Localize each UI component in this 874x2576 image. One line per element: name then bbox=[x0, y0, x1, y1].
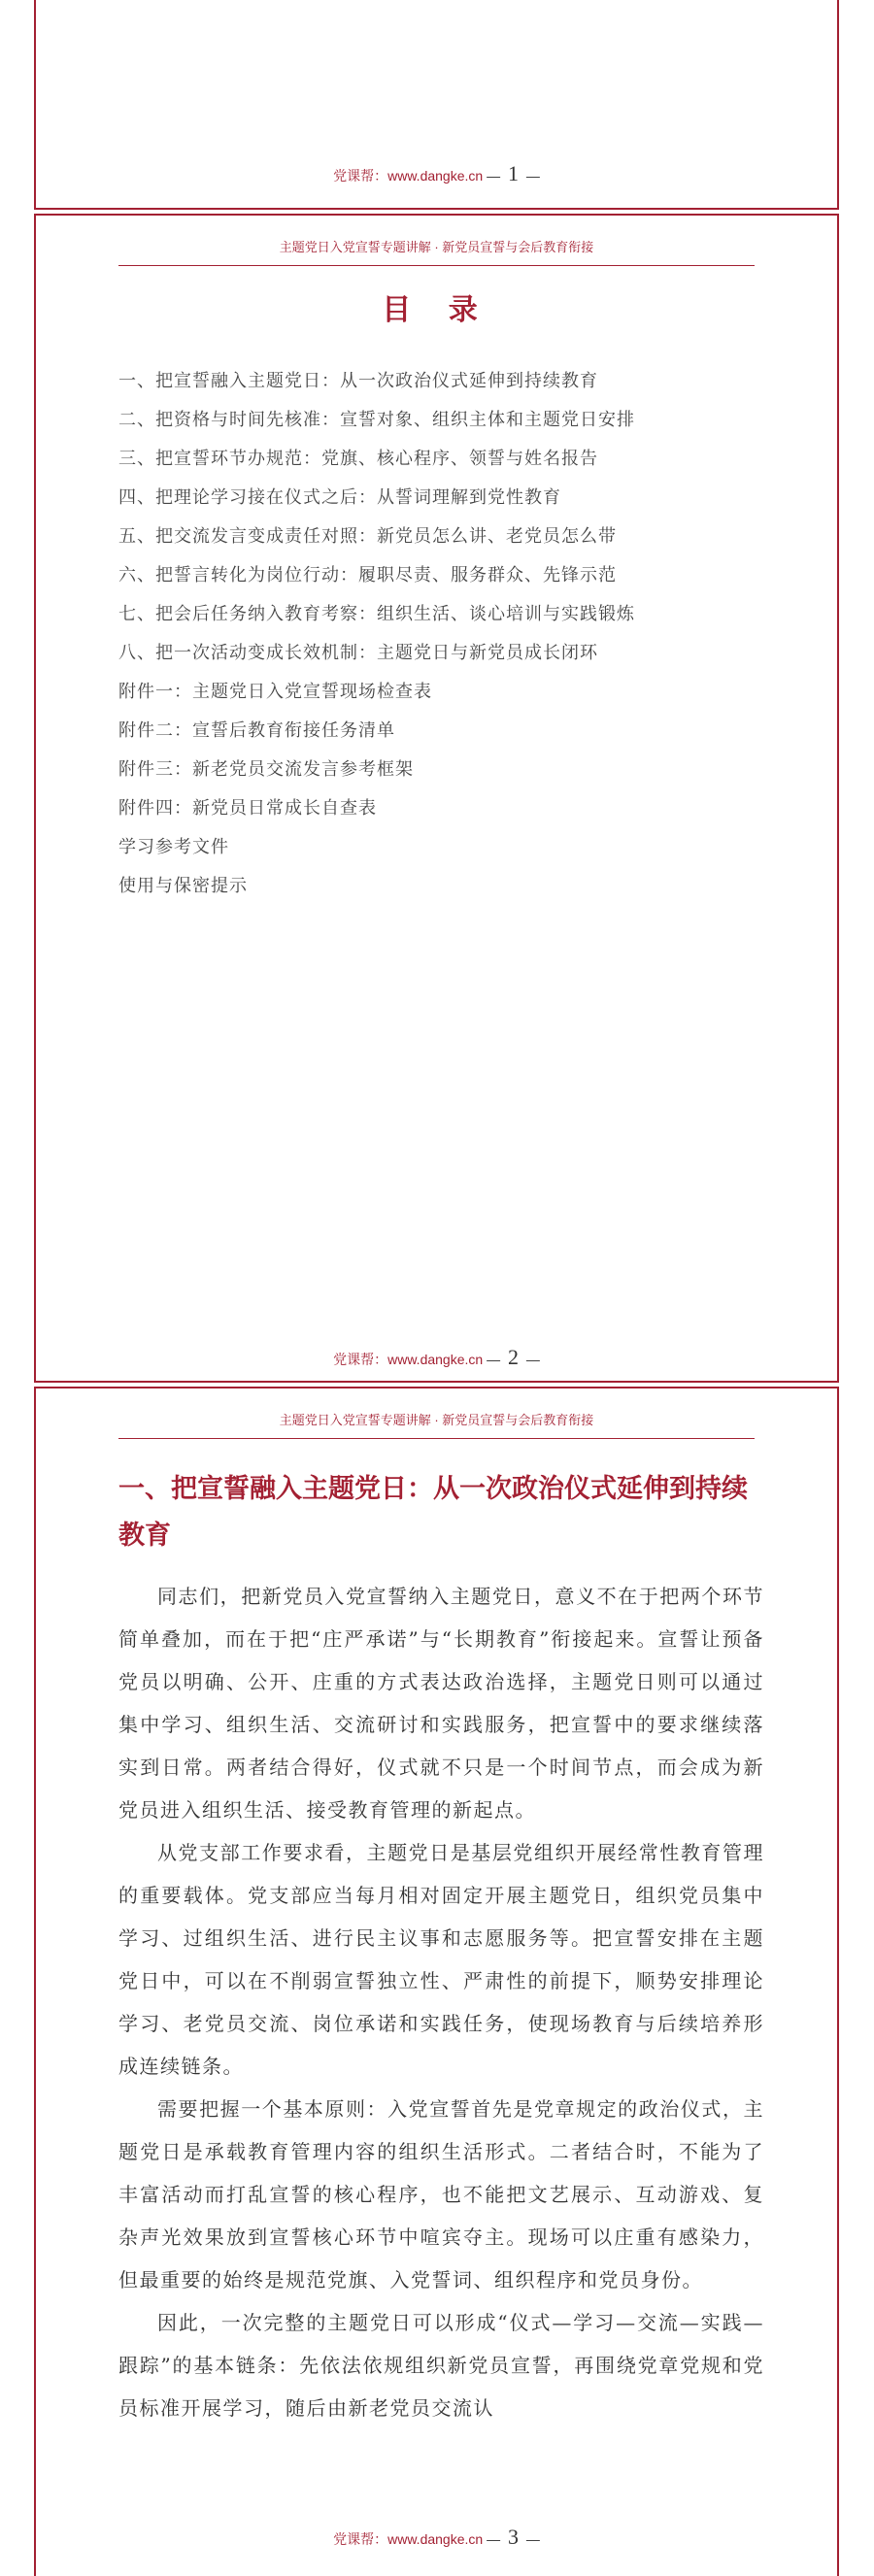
toc-title: 目 录 bbox=[382, 293, 491, 327]
toc-item[interactable]: 附件三：新老党员交流发言参考框架 bbox=[118, 759, 414, 780]
page-number: 3 bbox=[507, 2525, 519, 2549]
page-3 bbox=[34, 1387, 839, 2576]
toc-item[interactable]: 五、把交流发言变成责任对照：新党员怎么讲、老党员怎么带 bbox=[118, 526, 617, 547]
toc-item[interactable]: 六、把誓言转化为岗位行动：履职尽责、服务群众、先锋示范 bbox=[118, 565, 617, 585]
toc-item[interactable]: 附件二：宣誓后教育衔接任务清单 bbox=[118, 720, 395, 741]
section-body bbox=[118, 1575, 764, 2429]
page-number: 1 bbox=[507, 161, 519, 185]
footer-site: 党课帮：www.dangke.cn bbox=[333, 2531, 484, 2547]
page-1 bbox=[34, 0, 839, 210]
toc-item[interactable]: 二、把资格与时间先核准：宣誓对象、组织主体和主题党日安排 bbox=[118, 410, 635, 430]
page-footer: 党课帮：www.dangke.cn — 2 — bbox=[333, 1345, 540, 1369]
footer-site: 党课帮：www.dangke.cn bbox=[333, 1352, 484, 1367]
body-paragraph: 因此，一次完整的主题党日可以形成“仪式—学习—交流—实践—跟踪”的基本链条：先依法依规组织新党员宣誓，再围绕党章党规和党员标准开展学习，随后由新老党员交流认 bbox=[118, 2311, 764, 2420]
page-2 bbox=[34, 214, 839, 1383]
toc-item[interactable]: 附件四：新党员日常成长自查表 bbox=[118, 798, 377, 819]
toc-item[interactable]: 附件一：主题党日入党宣誓现场检查表 bbox=[118, 682, 432, 702]
running-header: 主题党日入党宣誓专题讲解 · 新党员宣誓与会后教育衔接 bbox=[118, 1410, 755, 1439]
toc-item[interactable]: 使用与保密提示 bbox=[118, 876, 248, 896]
toc-item[interactable]: 八、把一次活动变成长效机制：主题党日与新党员成长闭环 bbox=[118, 643, 598, 663]
body-paragraph: 需要把握一个基本原则：入党宣誓首先是党章规定的政治仪式，主题党日是承载教育管理内容的组织生活形式。二者结合时，不能为了丰富活动而打乱宣誓的核心程序，也不能把文艺展示、互动游戏、复杂声光效果放到宣誓核心环节中喧宾夺主。现场可以庄重有感染力，但最重要的始终是规范党旗、入党誓词、组织程序和党员身份。 bbox=[118, 2097, 764, 2292]
toc-item[interactable]: 三、把宣誓环节办规范：党旗、核心程序、领誓与姓名报告 bbox=[118, 449, 598, 469]
section-title: 一、把宣誓融入主题党日：从一次政治仪式延伸到持续教育 bbox=[118, 1474, 748, 1551]
running-header: 主题党日入党宣誓专题讲解 · 新党员宣誓与会后教育衔接 bbox=[118, 237, 755, 266]
page-footer: 党课帮：www.dangke.cn — 3 — bbox=[333, 2525, 540, 2549]
toc-item[interactable]: 四、把理论学习接在仪式之后：从誓词理解到党性教育 bbox=[118, 487, 561, 508]
page-footer: 党课帮：www.dangke.cn — 1 — bbox=[333, 161, 540, 185]
toc-item[interactable]: 一、把宣誓融入主题党日：从一次政治仪式延伸到持续教育 bbox=[118, 371, 598, 391]
toc-item[interactable]: 学习参考文件 bbox=[118, 837, 229, 857]
body-paragraph: 同志们，把新党员入党宣誓纳入主题党日，意义不在于把两个环节简单叠加，而在于把“庄严承诺”与“长期教育”衔接起来。宣誓让预备党员以明确、公开、庄重的方式表达政治选择，主题党日则可以通过集中学习、组织生活、交流研讨和实践服务，把宣誓中的要求继续落实到日常。两者结合得好，仪式就不只是一个时间节点，而会成为新党员进入组织生活、接受教育管理的新起点。 bbox=[118, 1585, 764, 1822]
page-number: 2 bbox=[507, 1345, 519, 1369]
table-of-contents bbox=[118, 362, 779, 906]
toc-item[interactable]: 七、把会后任务纳入教育考察：组织生活、谈心培训与实践锻炼 bbox=[118, 604, 635, 624]
body-paragraph: 从党支部工作要求看，主题党日是基层党组织开展经常性教育管理的重要载体。党支部应当每月相对固定开展主题党日，组织党员集中学习、过组织生活、进行民主议事和志愿服务等。把宣誓安排在主题党日中，可以在不削弱宣誓独立性、严肃性的前提下，顺势安排理论学习、老党员交流、岗位承诺和实践任务，使现场教育与后续培养形成连续链条。 bbox=[118, 1841, 764, 2078]
footer-site: 党课帮：www.dangke.cn bbox=[333, 168, 484, 184]
